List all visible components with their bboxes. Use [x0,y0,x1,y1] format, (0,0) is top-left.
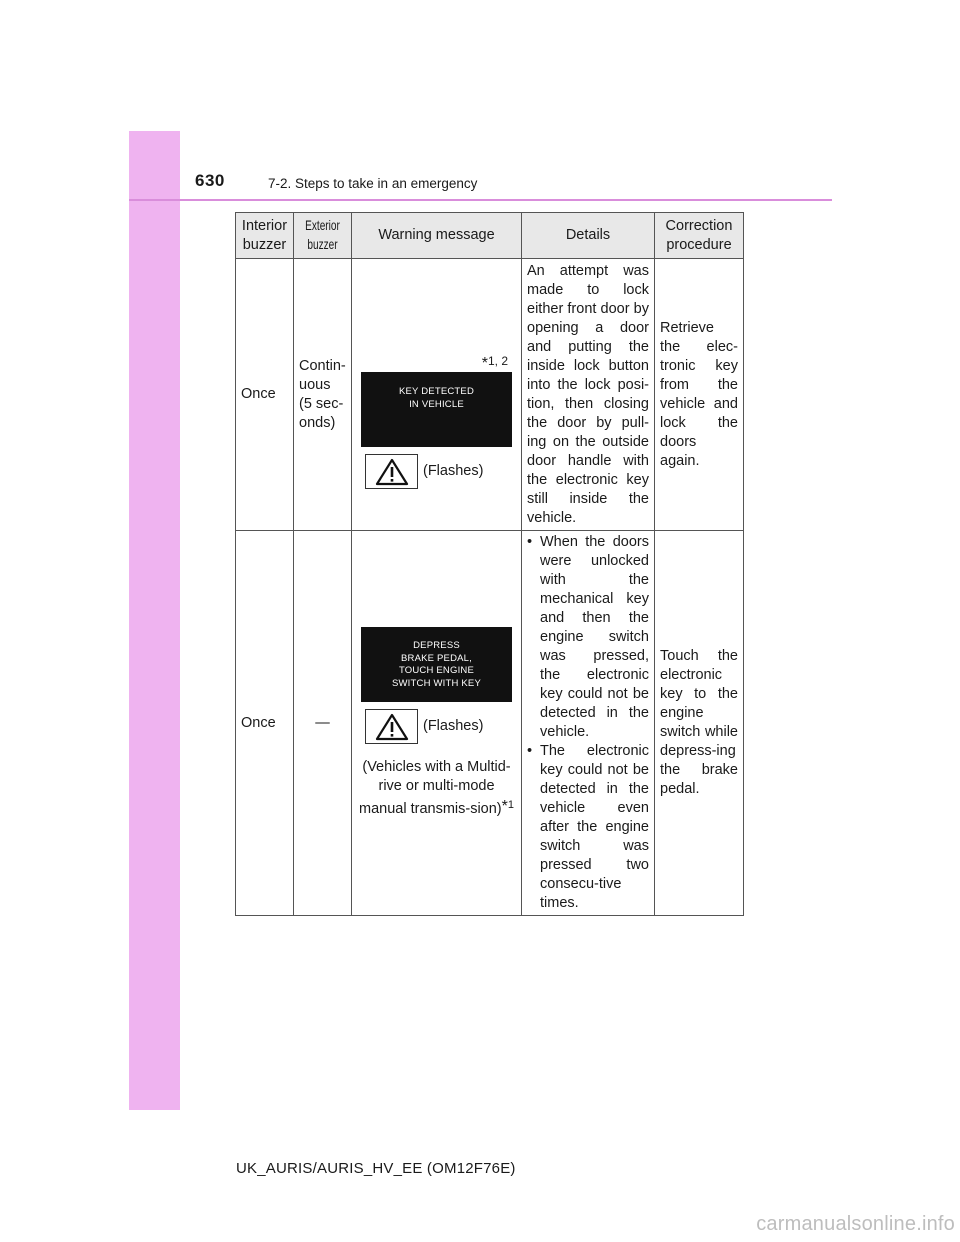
chapter-sidebar-tab [129,131,180,1110]
display-key-detected-in-vehicle: KEY DETECTED IN VEHICLE [361,372,512,447]
flashes-label: (Flashes) [423,718,484,734]
warning-message-table [235,212,744,916]
column-header-correction-procedure: Correction procedure [655,213,744,259]
column-header-exterior-buzzer: Exterior buzzer [294,213,352,259]
table-row [236,259,744,531]
warning-message-cell [352,259,522,531]
exterior-buzzer-cell: — [294,531,352,916]
manual-code-footer: UK_AURIS/AURIS_HV_EE (OM12F76E) [236,1160,516,1177]
table-header-row [236,213,744,259]
exterior-buzzer-cell: Contin- uous (5 sec- onds) [294,259,352,531]
header-divider [129,199,832,201]
correction-procedure-cell: Retrieve the elec-tronic key from the vehicle and lock the doors again. [655,259,744,531]
details-cell [522,531,655,916]
list-item: • When the doors were unlocked with the mechanical key and then the engine switch was pressed, the electronic key could not be detected in the vehicle. [527,533,649,742]
vehicles-applicability-note: (Vehicles with a Multid-rive or multi-mode manual transmis-sion)$^{*1}$ [359,759,514,817]
column-header-interior-buzzer: Interior buzzer [236,213,294,259]
details-cell: An attempt was made to lock either front door by opening a door and putting the inside lock button into the lock posi-tion, then closing the door by pull-ing on the outside door handle with the electronic key still inside the vehicle. [522,259,655,531]
flashing-indicator [365,454,516,489]
page-number: 630 [195,171,225,190]
display-depress-brake-pedal: DEPRESS BRAKE PEDAL, TOUCH ENGINE SWITCH WITH KEY [361,627,512,702]
flashing-indicator [365,709,516,744]
flashes-label: (Flashes) [423,463,484,479]
warning-triangle-icon [365,709,418,744]
column-header-details: Details [522,213,655,259]
watermark: carmanualsonline.info [756,1213,955,1235]
correction-procedure-cell: Touch the electronic key to the engine switch while depress-ing the brake pedal. [655,531,744,916]
interior-buzzer-cell: Once [236,531,294,916]
table-row [236,531,744,916]
footnote-reference: *1, 2 [481,354,508,372]
column-header-warning-message: Warning message [352,213,522,259]
warning-message-cell [352,531,522,916]
section-title: 7-2. Steps to take in an emergency [268,176,478,191]
warning-triangle-icon [365,454,418,489]
interior-buzzer-cell: Once [236,259,294,531]
list-item: • The electronic key could not be detected in the vehicle even after the engine switch was pressed two consecu-tive times. [527,742,649,913]
